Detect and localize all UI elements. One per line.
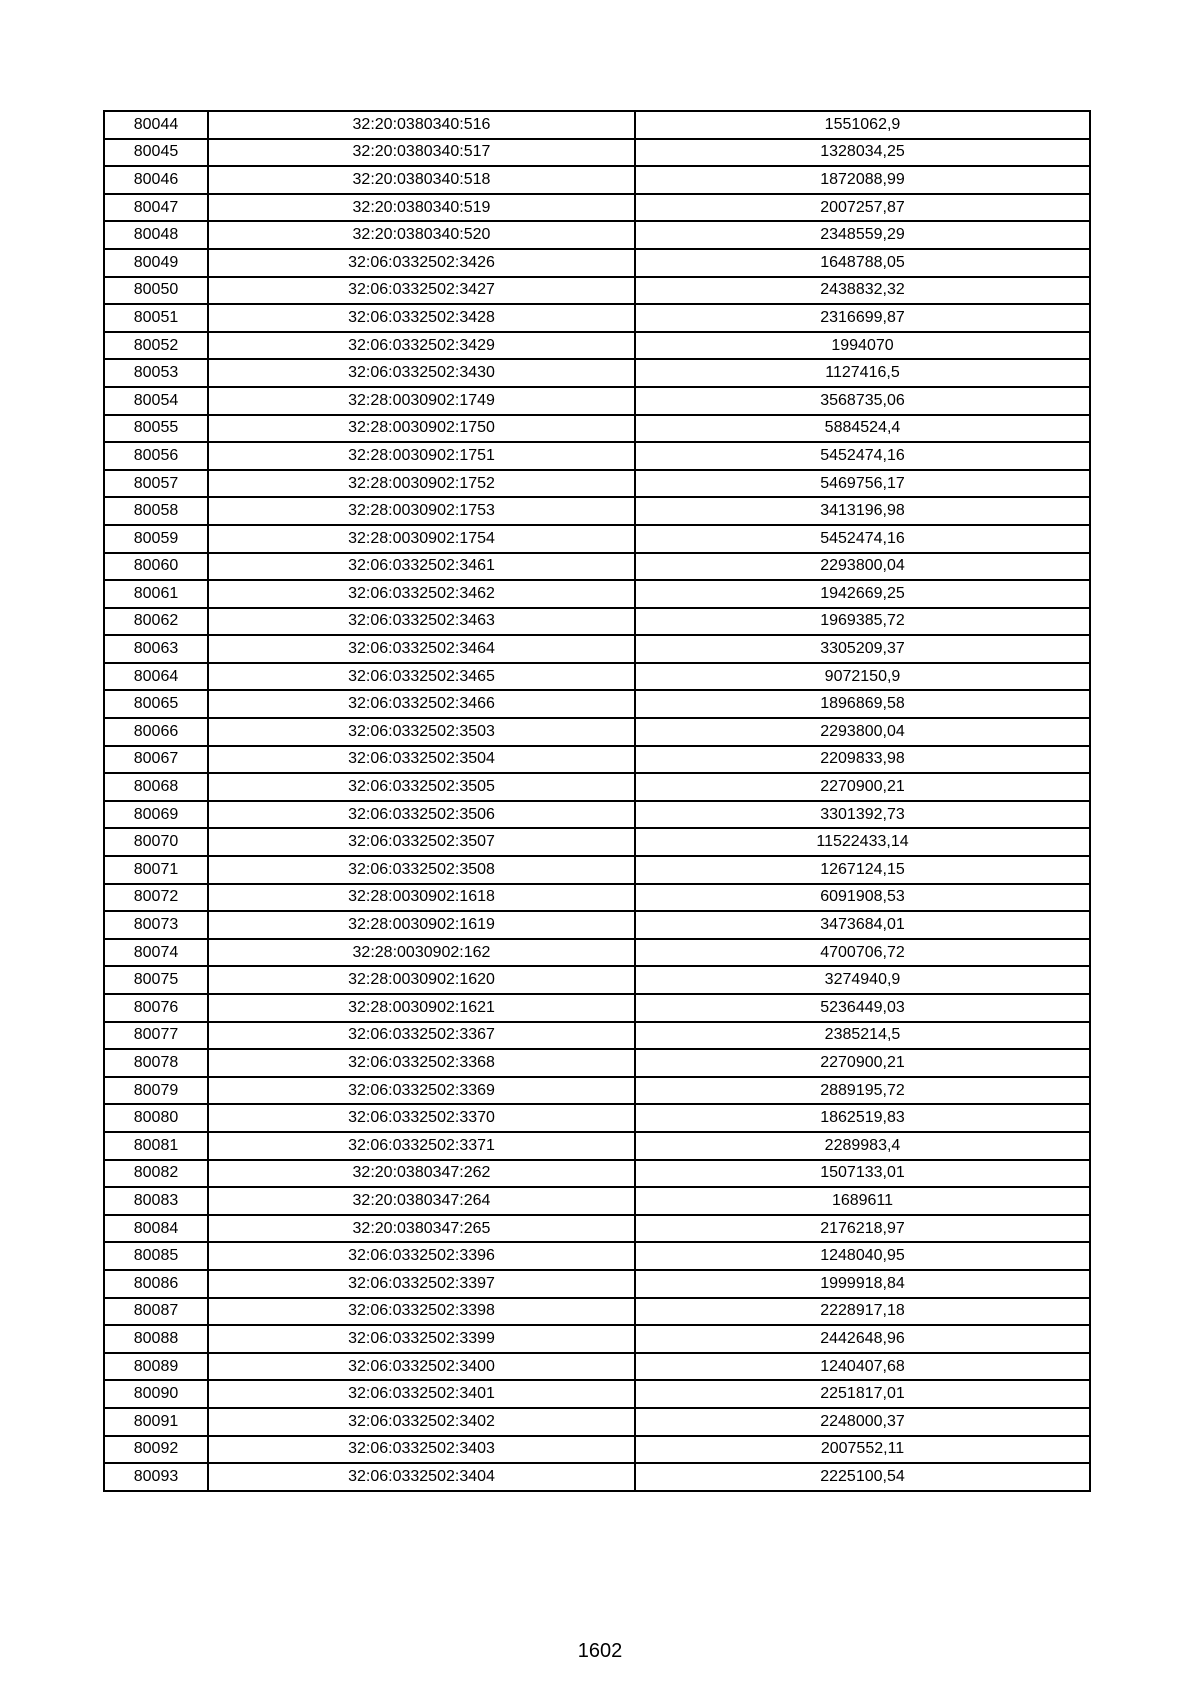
- value-cell: 1689611: [635, 1187, 1090, 1215]
- cadastral-number-cell: 32:06:0332502:3504: [208, 746, 635, 774]
- value-cell: 1127416,5: [635, 359, 1090, 387]
- cadastral-number-cell: 32:06:0332502:3426: [208, 249, 635, 277]
- cadastral-number-cell: 32:20:0380347:262: [208, 1160, 635, 1188]
- cadastral-number-cell: 32:28:0030902:1753: [208, 497, 635, 525]
- table-row: [104, 1160, 1090, 1188]
- value-cell: 1240407,68: [635, 1353, 1090, 1381]
- table-row: [104, 387, 1090, 415]
- cadastral-number-cell: 32:06:0332502:3399: [208, 1325, 635, 1353]
- value-cell: 9072150,9: [635, 663, 1090, 691]
- table-row: [104, 1298, 1090, 1326]
- row-number-cell: 80047: [104, 194, 208, 222]
- value-cell: 5236449,03: [635, 994, 1090, 1022]
- row-number-cell: 80088: [104, 1325, 208, 1353]
- row-number-cell: 80045: [104, 139, 208, 167]
- row-number-cell: 80082: [104, 1160, 208, 1188]
- row-number-cell: 80068: [104, 773, 208, 801]
- value-cell: 3274940,9: [635, 966, 1090, 994]
- table-row: [104, 1325, 1090, 1353]
- value-cell: 5884524,4: [635, 415, 1090, 443]
- value-cell: 2007552,11: [635, 1436, 1090, 1464]
- value-cell: 1999918,84: [635, 1270, 1090, 1298]
- table-row: [104, 966, 1090, 994]
- row-number-cell: 80055: [104, 415, 208, 443]
- table-row: [104, 304, 1090, 332]
- table-row: [104, 1380, 1090, 1408]
- row-number-cell: 80051: [104, 304, 208, 332]
- cadastral-number-cell: 32:06:0332502:3402: [208, 1408, 635, 1436]
- cadastral-number-cell: 32:06:0332502:3429: [208, 332, 635, 360]
- value-cell: 2007257,87: [635, 194, 1090, 222]
- value-cell: 1507133,01: [635, 1160, 1090, 1188]
- row-number-cell: 80081: [104, 1132, 208, 1160]
- cadastral-number-cell: 32:06:0332502:3507: [208, 828, 635, 856]
- table-row: [104, 470, 1090, 498]
- row-number-cell: 80074: [104, 939, 208, 967]
- row-number-cell: 80059: [104, 525, 208, 553]
- cadastral-number-cell: 32:28:0030902:1749: [208, 387, 635, 415]
- value-cell: 2293800,04: [635, 553, 1090, 581]
- cadastral-number-cell: 32:06:0332502:3428: [208, 304, 635, 332]
- value-cell: 2176218,97: [635, 1215, 1090, 1243]
- row-number-cell: 80072: [104, 884, 208, 912]
- row-number-cell: 80078: [104, 1049, 208, 1077]
- value-cell: 1328034,25: [635, 139, 1090, 167]
- table-row: [104, 442, 1090, 470]
- cadastral-number-cell: 32:20:0380340:520: [208, 221, 635, 249]
- table-row: [104, 277, 1090, 305]
- table-row: [104, 773, 1090, 801]
- cadastral-number-cell: 32:28:0030902:1618: [208, 884, 635, 912]
- cadastral-number-cell: 32:06:0332502:3506: [208, 801, 635, 829]
- value-cell: 2385214,5: [635, 1022, 1090, 1050]
- value-cell: 1994070: [635, 332, 1090, 360]
- table-row: [104, 1353, 1090, 1381]
- row-number-cell: 80046: [104, 166, 208, 194]
- table-row: [104, 525, 1090, 553]
- value-cell: 3305209,37: [635, 635, 1090, 663]
- cadastral-number-cell: 32:06:0332502:3505: [208, 773, 635, 801]
- value-cell: 2270900,21: [635, 773, 1090, 801]
- row-number-cell: 80087: [104, 1298, 208, 1326]
- table-row: [104, 194, 1090, 222]
- value-cell: 1648788,05: [635, 249, 1090, 277]
- cadastral-number-cell: 32:06:0332502:3404: [208, 1463, 635, 1491]
- row-number-cell: 80063: [104, 635, 208, 663]
- row-number-cell: 80069: [104, 801, 208, 829]
- row-number-cell: 80054: [104, 387, 208, 415]
- cadastral-number-cell: 32:28:0030902:1621: [208, 994, 635, 1022]
- cadastral-number-cell: 32:06:0332502:3465: [208, 663, 635, 691]
- row-number-cell: 80093: [104, 1463, 208, 1491]
- cadastral-number-cell: 32:20:0380340:519: [208, 194, 635, 222]
- table-row: [104, 994, 1090, 1022]
- table-row: [104, 580, 1090, 608]
- cadastral-number-cell: 32:20:0380340:517: [208, 139, 635, 167]
- cadastral-number-cell: 32:06:0332502:3397: [208, 1270, 635, 1298]
- table-row: [104, 856, 1090, 884]
- row-number-cell: 80075: [104, 966, 208, 994]
- table-row: [104, 1436, 1090, 1464]
- row-number-cell: 80049: [104, 249, 208, 277]
- table-row: [104, 1022, 1090, 1050]
- cadastral-number-cell: 32:28:0030902:162: [208, 939, 635, 967]
- row-number-cell: 80092: [104, 1436, 208, 1464]
- row-number-cell: 80083: [104, 1187, 208, 1215]
- value-cell: 1942669,25: [635, 580, 1090, 608]
- value-cell: 2228917,18: [635, 1298, 1090, 1326]
- table-row: [104, 911, 1090, 939]
- value-cell: 2293800,04: [635, 718, 1090, 746]
- row-number-cell: 80062: [104, 608, 208, 636]
- value-cell: 1872088,99: [635, 166, 1090, 194]
- cadastral-number-cell: 32:06:0332502:3427: [208, 277, 635, 305]
- value-cell: 3473684,01: [635, 911, 1090, 939]
- row-number-cell: 80086: [104, 1270, 208, 1298]
- row-number-cell: 80050: [104, 277, 208, 305]
- value-cell: 2225100,54: [635, 1463, 1090, 1491]
- cadastral-number-cell: 32:28:0030902:1752: [208, 470, 635, 498]
- value-cell: 2289983,4: [635, 1132, 1090, 1160]
- cadastral-number-cell: 32:28:0030902:1751: [208, 442, 635, 470]
- value-cell: 1896869,58: [635, 690, 1090, 718]
- value-cell: 2442648,96: [635, 1325, 1090, 1353]
- cadastral-number-cell: 32:06:0332502:3370: [208, 1104, 635, 1132]
- table-row: [104, 553, 1090, 581]
- row-number-cell: 80066: [104, 718, 208, 746]
- cadastral-number-cell: 32:06:0332502:3508: [208, 856, 635, 884]
- cadastral-number-cell: 32:06:0332502:3371: [208, 1132, 635, 1160]
- value-cell: 1551062,9: [635, 111, 1090, 139]
- cadastral-number-cell: 32:28:0030902:1620: [208, 966, 635, 994]
- table-row: [104, 635, 1090, 663]
- table-body: [104, 111, 1090, 1491]
- value-cell: 5469756,17: [635, 470, 1090, 498]
- table-row: [104, 746, 1090, 774]
- table-row: [104, 1077, 1090, 1105]
- cadastral-number-cell: 32:06:0332502:3464: [208, 635, 635, 663]
- cadastral-number-cell: 32:06:0332502:3369: [208, 1077, 635, 1105]
- value-cell: 5452474,16: [635, 442, 1090, 470]
- value-cell: 1862519,83: [635, 1104, 1090, 1132]
- table-row: [104, 1463, 1090, 1491]
- cadastral-number-cell: 32:06:0332502:3401: [208, 1380, 635, 1408]
- value-cell: 2248000,37: [635, 1408, 1090, 1436]
- cadastral-number-cell: 32:06:0332502:3430: [208, 359, 635, 387]
- table-row: [104, 332, 1090, 360]
- table-row: [104, 497, 1090, 525]
- row-number-cell: 80061: [104, 580, 208, 608]
- row-number-cell: 80056: [104, 442, 208, 470]
- value-cell: 6091908,53: [635, 884, 1090, 912]
- cadastral-number-cell: 32:06:0332502:3398: [208, 1298, 635, 1326]
- value-cell: 2270900,21: [635, 1049, 1090, 1077]
- value-cell: 4700706,72: [635, 939, 1090, 967]
- row-number-cell: 80044: [104, 111, 208, 139]
- row-number-cell: 80065: [104, 690, 208, 718]
- table-row: [104, 608, 1090, 636]
- table-row: [104, 221, 1090, 249]
- row-number-cell: 80060: [104, 553, 208, 581]
- row-number-cell: 80067: [104, 746, 208, 774]
- table-row: [104, 1242, 1090, 1270]
- cadastral-value-table: [103, 110, 1091, 1492]
- row-number-cell: 80071: [104, 856, 208, 884]
- cadastral-number-cell: 32:28:0030902:1619: [208, 911, 635, 939]
- row-number-cell: 80064: [104, 663, 208, 691]
- table-row: [104, 884, 1090, 912]
- table-row: [104, 718, 1090, 746]
- value-cell: 2889195,72: [635, 1077, 1090, 1105]
- table-row: [104, 663, 1090, 691]
- table-row: [104, 1187, 1090, 1215]
- table-row: [104, 1132, 1090, 1160]
- table-row: [104, 166, 1090, 194]
- table-row: [104, 1270, 1090, 1298]
- cadastral-number-cell: 32:06:0332502:3368: [208, 1049, 635, 1077]
- table-row: [104, 1049, 1090, 1077]
- row-number-cell: 80057: [104, 470, 208, 498]
- value-cell: 2348559,29: [635, 221, 1090, 249]
- value-cell: 2316699,87: [635, 304, 1090, 332]
- table-row: [104, 249, 1090, 277]
- table-row: [104, 139, 1090, 167]
- cadastral-number-cell: 32:06:0332502:3503: [208, 718, 635, 746]
- cadastral-number-cell: 32:06:0332502:3466: [208, 690, 635, 718]
- cadastral-number-cell: 32:06:0332502:3367: [208, 1022, 635, 1050]
- value-cell: 1267124,15: [635, 856, 1090, 884]
- row-number-cell: 80058: [104, 497, 208, 525]
- row-number-cell: 80089: [104, 1353, 208, 1381]
- row-number-cell: 80077: [104, 1022, 208, 1050]
- table-row: [104, 1408, 1090, 1436]
- row-number-cell: 80070: [104, 828, 208, 856]
- row-number-cell: 80053: [104, 359, 208, 387]
- cadastral-number-cell: 32:20:0380347:265: [208, 1215, 635, 1243]
- value-cell: 3568735,06: [635, 387, 1090, 415]
- page-number: 1602: [577, 1640, 623, 1662]
- cadastral-number-cell: 32:28:0030902:1754: [208, 525, 635, 553]
- value-cell: 3301392,73: [635, 801, 1090, 829]
- cadastral-number-cell: 32:06:0332502:3462: [208, 580, 635, 608]
- row-number-cell: 80052: [104, 332, 208, 360]
- value-cell: 3413196,98: [635, 497, 1090, 525]
- cadastral-number-cell: 32:06:0332502:3403: [208, 1436, 635, 1464]
- row-number-cell: 80073: [104, 911, 208, 939]
- cadastral-number-cell: 32:06:0332502:3463: [208, 608, 635, 636]
- row-number-cell: 80076: [104, 994, 208, 1022]
- cadastral-number-cell: 32:28:0030902:1750: [208, 415, 635, 443]
- row-number-cell: 80090: [104, 1380, 208, 1408]
- row-number-cell: 80079: [104, 1077, 208, 1105]
- value-cell: 2209833,98: [635, 746, 1090, 774]
- table-row: [104, 111, 1090, 139]
- value-cell: 11522433,14: [635, 828, 1090, 856]
- table-row: [104, 801, 1090, 829]
- cadastral-number-cell: 32:06:0332502:3400: [208, 1353, 635, 1381]
- row-number-cell: 80048: [104, 221, 208, 249]
- value-cell: 5452474,16: [635, 525, 1090, 553]
- cadastral-number-cell: 32:06:0332502:3396: [208, 1242, 635, 1270]
- cadastral-number-cell: 32:20:0380340:516: [208, 111, 635, 139]
- table-row: [104, 1104, 1090, 1132]
- cadastral-number-cell: 32:20:0380347:264: [208, 1187, 635, 1215]
- row-number-cell: 80085: [104, 1242, 208, 1270]
- table-row: [104, 1215, 1090, 1243]
- cadastral-number-cell: 32:06:0332502:3461: [208, 553, 635, 581]
- row-number-cell: 80091: [104, 1408, 208, 1436]
- value-cell: 1969385,72: [635, 608, 1090, 636]
- value-cell: 2251817,01: [635, 1380, 1090, 1408]
- table-row: [104, 939, 1090, 967]
- table-row: [104, 415, 1090, 443]
- value-cell: 2438832,32: [635, 277, 1090, 305]
- value-cell: 1248040,95: [635, 1242, 1090, 1270]
- row-number-cell: 80084: [104, 1215, 208, 1243]
- table-row: [104, 359, 1090, 387]
- table-row: [104, 690, 1090, 718]
- row-number-cell: 80080: [104, 1104, 208, 1132]
- table-row: [104, 828, 1090, 856]
- cadastral-number-cell: 32:20:0380340:518: [208, 166, 635, 194]
